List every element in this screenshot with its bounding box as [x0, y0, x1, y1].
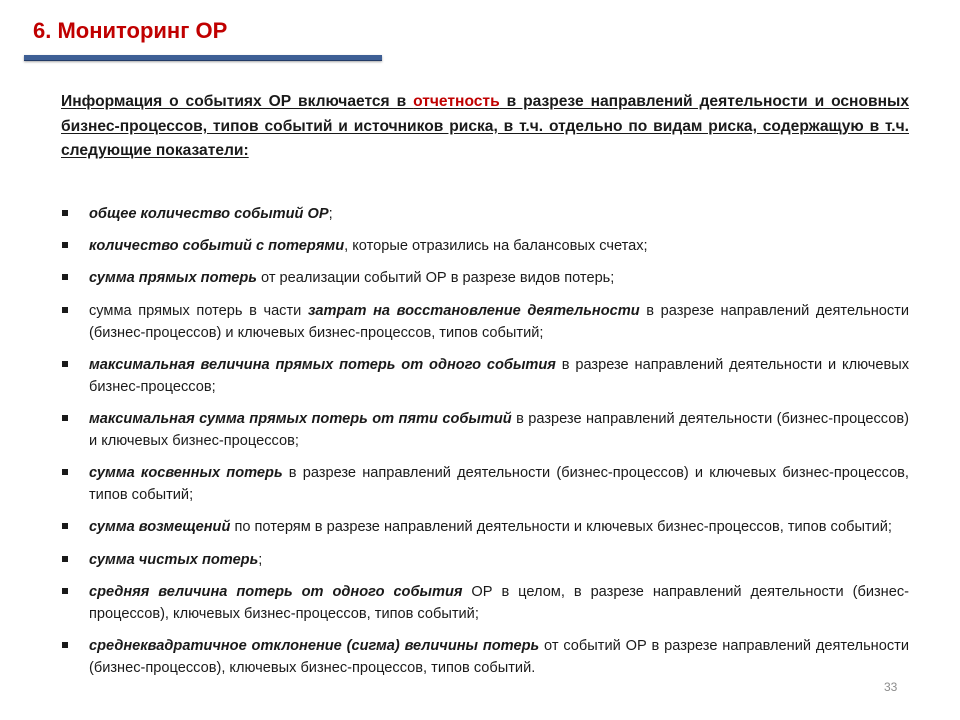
indicator-item	[61, 408, 909, 452]
indicator-text: в разрезе направлений деятельности (бизнес-процессов) и ключевых бизнес-процессов, типов событий;	[89, 465, 909, 504]
reporting-highlight: отчетность	[413, 93, 500, 110]
indicator-item	[61, 203, 909, 225]
slide-title: 6. Мониторинг ОР	[33, 18, 228, 43]
indicator-item	[61, 235, 909, 257]
title-underline-bar	[24, 55, 382, 61]
indicator-item	[61, 516, 909, 538]
indicator-list	[61, 203, 909, 689]
intro-text-end: в разрезе направлений деятельности и основных бизнес-процессов, типов событий и источников риска, в т.ч. отдельно по видам риска, содержащую в т.ч. следующие показатели:	[61, 93, 909, 159]
indicator-item	[61, 354, 909, 398]
intro-paragraph	[61, 90, 909, 164]
indicator-term: средняя величина потерь от одного события	[89, 583, 463, 600]
indicator-text: по потерям в разрезе направлений деятельности и ключевых бизнес-процессов, типов событий;	[230, 519, 892, 536]
indicator-item	[61, 581, 909, 625]
indicator-item	[61, 549, 909, 571]
indicator-term: сумма чистых потерь	[89, 551, 259, 568]
indicator-text: в разрезе направлений деятельности и ключевых бизнес-процессов;	[89, 356, 909, 395]
indicator-text: ОР в целом, в разрезе направлений деятельности (бизнес-процессов), ключевых бизнес-процессов, типов событий;	[89, 583, 909, 622]
indicator-text: ;	[258, 551, 263, 568]
indicator-text: в разрезе направлений деятельности (бизнес-процессов) и ключевых бизнес-процессов, типов событий;	[89, 302, 910, 341]
indicator-term: среднеквадратичное отклонение (сигма) величины потерь	[89, 637, 540, 654]
indicator-text: ;	[328, 206, 333, 222]
indicator-item	[61, 462, 909, 506]
indicator-text: от реализации событий ОР в разрезе видов потерь;	[256, 270, 615, 287]
indicator-text: в разрезе направлений деятельности (бизнес-процессов) и ключевых бизнес-процессов;	[89, 410, 909, 449]
indicator-text: , которые отразились на балансовых счетах;	[344, 238, 648, 255]
intro-text-start: Информация о событиях ОР включается в	[61, 93, 414, 110]
indicator-term: сумма косвенных потерь	[89, 465, 283, 482]
page-number: 33	[884, 680, 898, 694]
indicator-term: общее количество событий ОР	[89, 206, 329, 222]
indicator-text: сумма прямых потерь в части	[89, 302, 308, 319]
indicator-item	[61, 635, 909, 679]
indicator-term: количество событий с потерями	[89, 238, 345, 255]
indicator-text: от событий ОР в разрезе направлений деятельности (бизнес-процессов), ключевых бизнес-процессов, типов событий.	[89, 637, 909, 676]
indicator-term: затрат на восстановление деятельности	[307, 302, 640, 319]
indicator-term: максимальная величина прямых потерь от одного события	[89, 356, 556, 373]
indicator-term: сумма возмещений	[89, 519, 231, 536]
indicator-term: максимальная сумма прямых потерь от пяти событий	[89, 410, 512, 427]
indicator-item	[61, 300, 909, 344]
indicator-item	[61, 267, 909, 289]
indicator-term: сумма прямых потерь	[89, 270, 257, 287]
